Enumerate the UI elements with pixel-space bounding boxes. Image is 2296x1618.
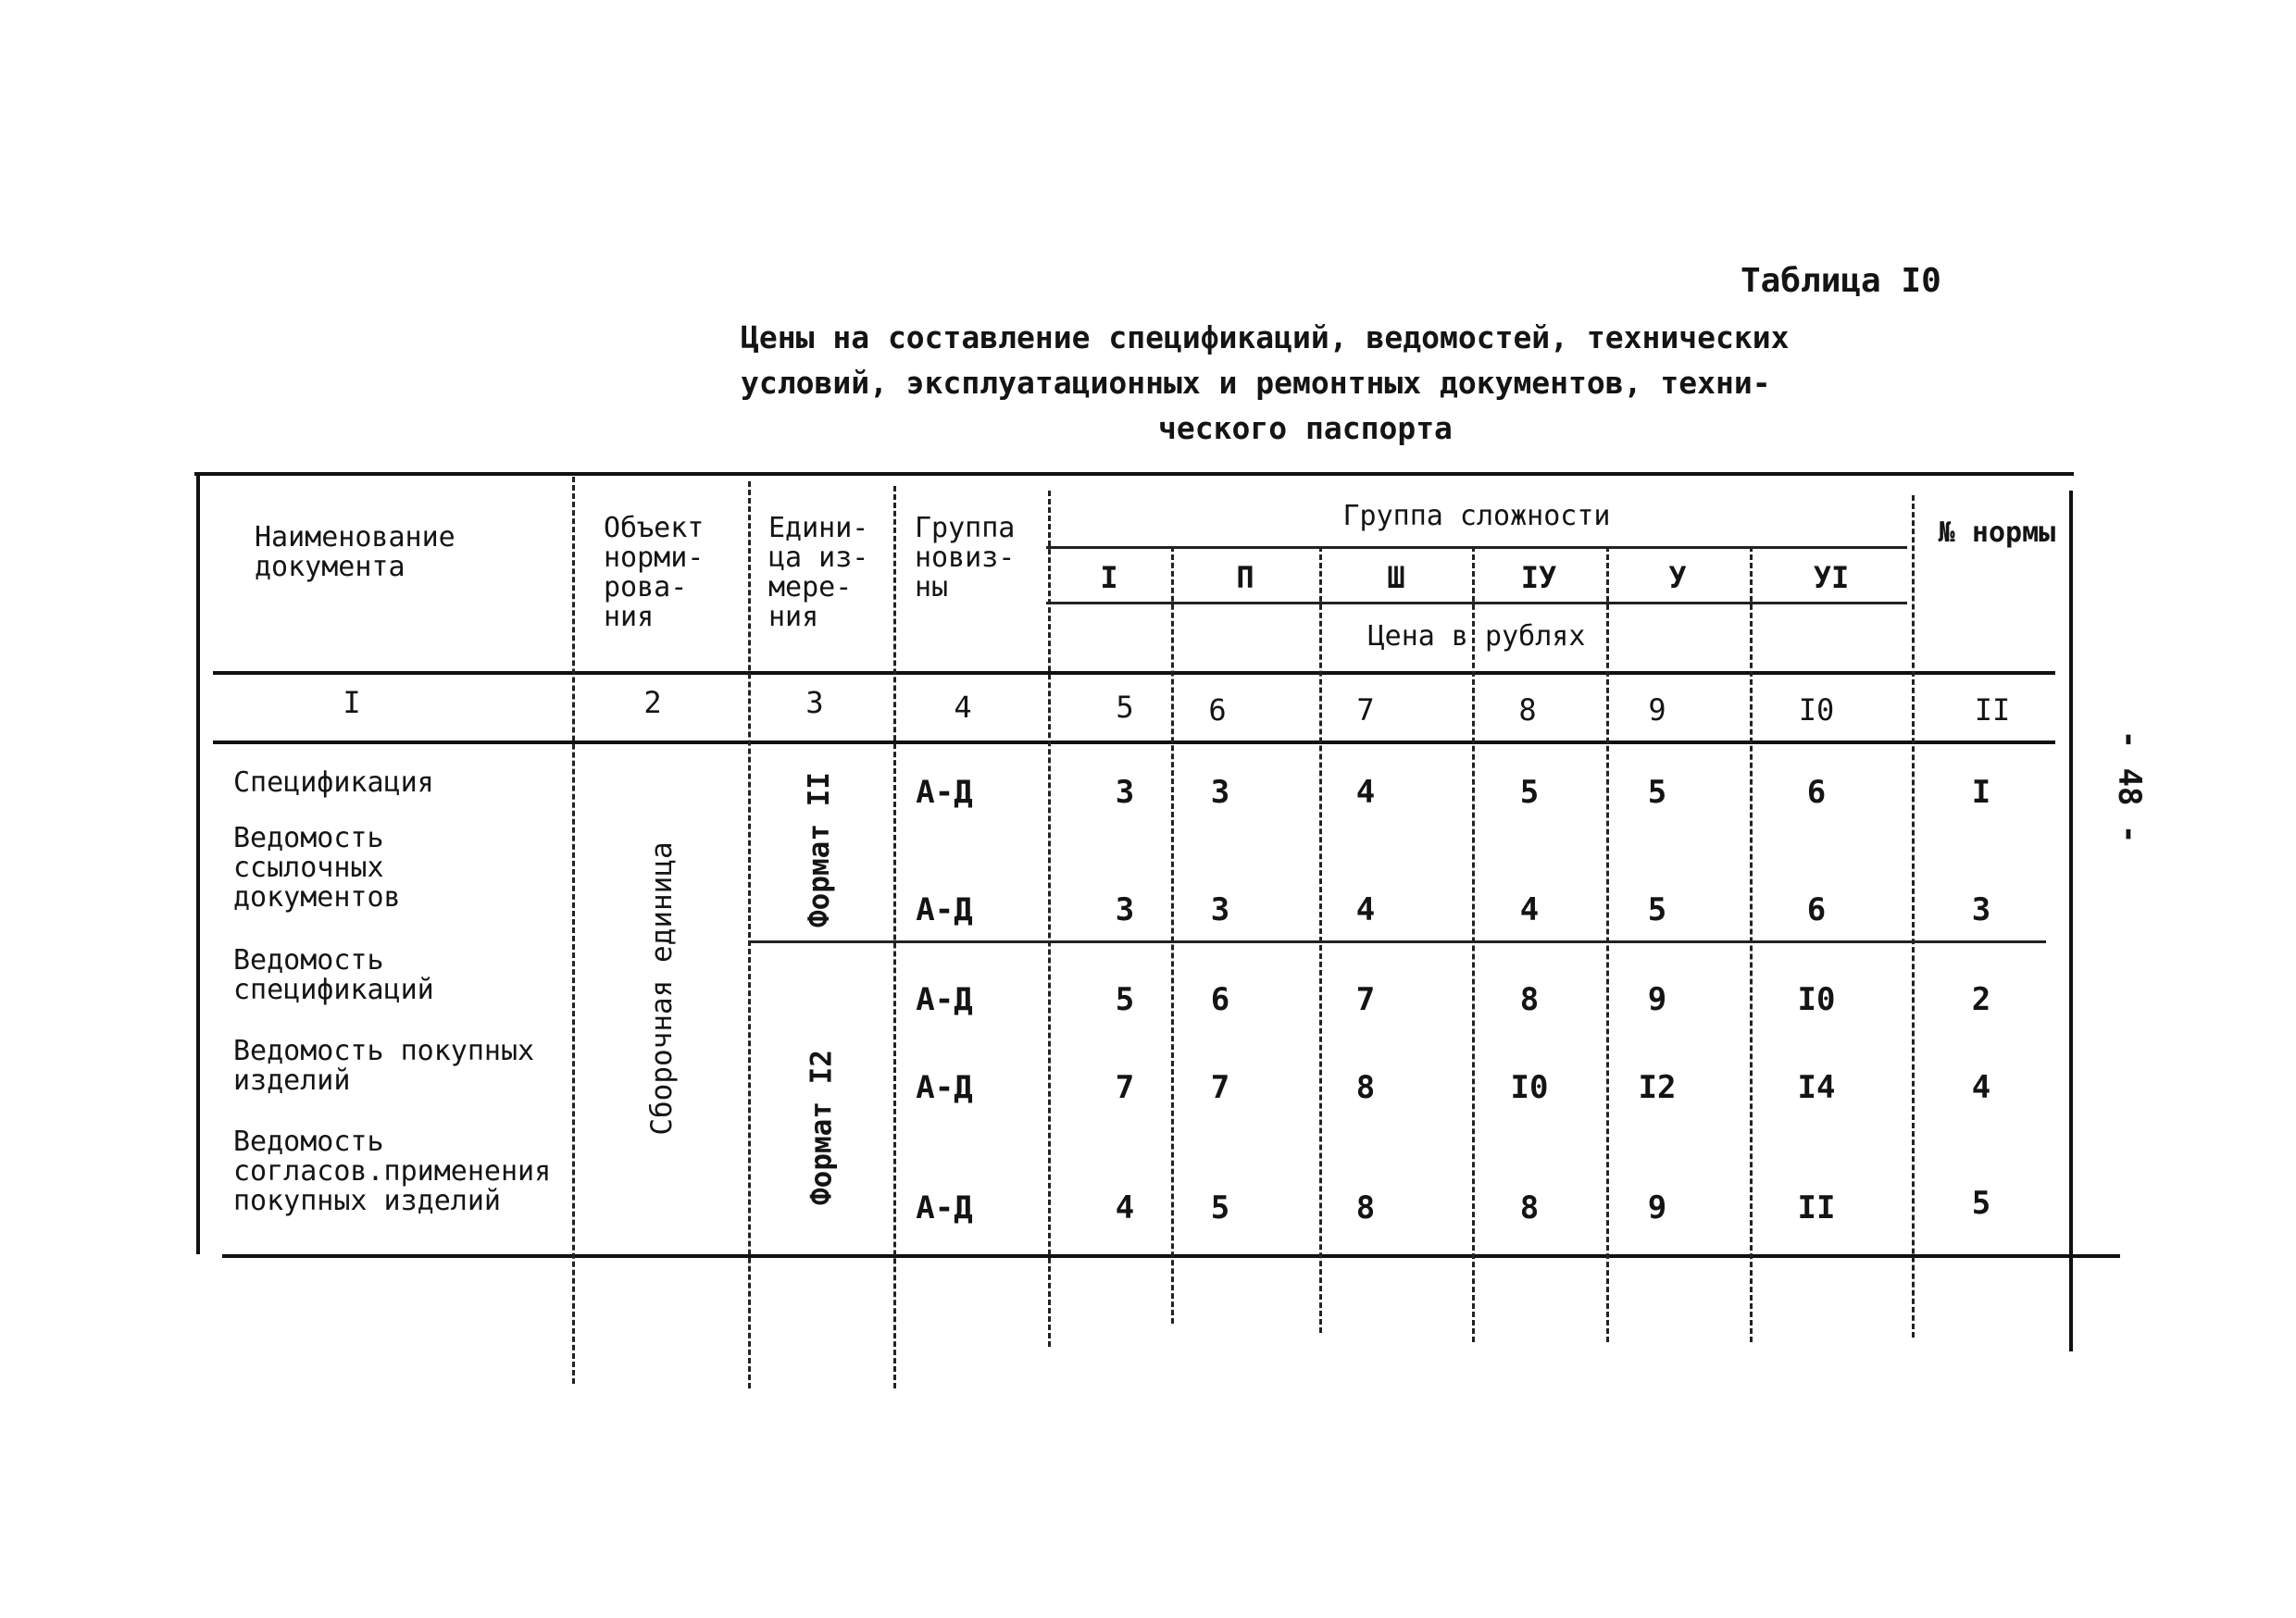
row-1-price-2: 3 bbox=[1210, 774, 1230, 811]
row-4-norm: 4 bbox=[1971, 1069, 1991, 1106]
left-border bbox=[196, 472, 200, 1254]
table-title bbox=[741, 315, 1870, 451]
row-2-norm: 3 bbox=[1971, 891, 1991, 928]
col-divider-4 bbox=[1048, 491, 1051, 1347]
title-line-1: Цены на составление спецификаций, ведомостей, технических bbox=[741, 319, 1790, 355]
row-5-norm: 5 bbox=[1971, 1185, 1991, 1222]
row-name-2: Ведомость ссылочных документов bbox=[233, 822, 401, 914]
col-divider-9 bbox=[1750, 546, 1753, 1342]
row-2-price-2: 3 bbox=[1210, 891, 1230, 928]
row-4-price-2: 7 bbox=[1210, 1069, 1230, 1106]
row-2-price-1: 3 bbox=[1115, 891, 1135, 928]
row-5-price-6: II bbox=[1797, 1189, 1836, 1226]
row-3-norm: 2 bbox=[1971, 981, 1991, 1018]
object-value: Сборочная единица bbox=[645, 841, 679, 1136]
header-price: Цена в рублях bbox=[1367, 620, 1586, 653]
row-1-novelty: А-Д bbox=[916, 774, 973, 811]
row-5-price-4: 8 bbox=[1519, 1189, 1540, 1226]
group-5: У bbox=[1668, 560, 1687, 595]
colnum-5: 5 bbox=[1116, 690, 1134, 725]
row-4-price-3: 8 bbox=[1355, 1069, 1376, 1106]
header-name: Наименование документа bbox=[255, 521, 455, 583]
col-divider-10 bbox=[1912, 495, 1915, 1338]
row-5-price-5: 9 bbox=[1647, 1189, 1667, 1226]
price-divider bbox=[1046, 602, 1907, 604]
right-border bbox=[2069, 491, 2073, 1351]
header-unit: Едини- ца из- мере- ния bbox=[768, 512, 869, 633]
group-1: I bbox=[1100, 560, 1118, 595]
row-1-price-5: 5 bbox=[1647, 774, 1667, 811]
unit-value-format-11: Формат II bbox=[803, 772, 836, 927]
row-4-price-4: I0 bbox=[1510, 1069, 1549, 1106]
row-2-price-5: 5 bbox=[1647, 891, 1667, 928]
row-1-price-4: 5 bbox=[1519, 774, 1540, 811]
row-name-5: Ведомость согласов.применения покупных изделий bbox=[233, 1126, 552, 1217]
row-3-price-1: 5 bbox=[1115, 981, 1135, 1018]
colnum-2: 2 bbox=[643, 685, 662, 720]
group-6: УI bbox=[1813, 560, 1850, 595]
col-divider-5 bbox=[1171, 546, 1174, 1324]
colnum-11: II bbox=[1974, 692, 2011, 728]
row-name-4: Ведомость покупных изделий bbox=[233, 1035, 535, 1097]
colnum-4: 4 bbox=[954, 690, 972, 725]
row-2-novelty: А-Д bbox=[916, 891, 973, 928]
row-1-price-6: 6 bbox=[1806, 774, 1827, 811]
header-bottom-border bbox=[213, 671, 2055, 675]
row-2-price-3: 4 bbox=[1355, 891, 1376, 928]
header-object: Объект норми- рова- ния bbox=[604, 512, 705, 633]
row-1-price-1: 3 bbox=[1115, 774, 1135, 811]
row-3-price-2: 6 bbox=[1210, 981, 1230, 1018]
row-3-price-3: 7 bbox=[1355, 981, 1376, 1018]
row-4-price-6: I4 bbox=[1797, 1069, 1836, 1106]
header-norm: № нормы bbox=[1938, 517, 2056, 549]
table-label: Таблица I0 bbox=[1741, 262, 1941, 300]
title-line-3: ческого паспорта bbox=[1158, 410, 1453, 446]
row-3-novelty: А-Д bbox=[916, 981, 973, 1018]
colnum-6: 6 bbox=[1208, 692, 1227, 728]
row-5-novelty: А-Д bbox=[916, 1189, 973, 1226]
header-novelty: Группа новиз- ны bbox=[915, 512, 1016, 604]
table-top-border bbox=[194, 472, 2074, 476]
row-1-price-3: 4 bbox=[1355, 774, 1376, 811]
row-1-norm: I bbox=[1971, 774, 1991, 811]
title-line-2: условий, эксплуатационных и ремонтных документов, техни- bbox=[741, 365, 1771, 401]
row-5-price-2: 5 bbox=[1210, 1189, 1230, 1226]
colnum-8: 8 bbox=[1518, 692, 1537, 728]
col-divider-8 bbox=[1606, 546, 1609, 1342]
row-4-price-5: I2 bbox=[1638, 1069, 1677, 1106]
row-5-price-1: 4 bbox=[1115, 1189, 1135, 1226]
col-divider-1 bbox=[572, 477, 575, 1384]
row-3-price-4: 8 bbox=[1519, 981, 1540, 1018]
header-complexity: Группа сложности bbox=[1342, 500, 1611, 532]
complexity-divider bbox=[1046, 546, 1907, 549]
colnum-1: I bbox=[343, 685, 361, 720]
row-3-price-5: 9 bbox=[1647, 981, 1667, 1018]
row-3-price-6: I0 bbox=[1797, 981, 1836, 1018]
group-3: Ш bbox=[1387, 560, 1405, 595]
row-4-novelty: А-Д bbox=[916, 1069, 973, 1106]
unit-value-format-12: Формат I2 bbox=[805, 1050, 839, 1205]
row-5-price-3: 8 bbox=[1355, 1189, 1376, 1226]
col-divider-3 bbox=[893, 486, 896, 1388]
group-4: IУ bbox=[1520, 560, 1557, 595]
colnum-7: 7 bbox=[1356, 692, 1375, 728]
colnum-bottom-border bbox=[213, 741, 2055, 744]
col-divider-2 bbox=[748, 481, 751, 1388]
group-2: П bbox=[1236, 560, 1254, 595]
page-number: - 48 - bbox=[2111, 729, 2148, 844]
col-divider-7 bbox=[1472, 546, 1475, 1342]
colnum-3: 3 bbox=[805, 685, 824, 720]
colnum-10: I0 bbox=[1798, 692, 1835, 728]
row-4-price-1: 7 bbox=[1115, 1069, 1135, 1106]
row-2-price-4: 4 bbox=[1519, 891, 1540, 928]
row-2-price-6: 6 bbox=[1806, 891, 1827, 928]
row-name-1: Спецификация bbox=[233, 766, 434, 799]
row-name-3: Ведомость спецификаций bbox=[233, 944, 434, 1006]
col-divider-6 bbox=[1319, 546, 1322, 1333]
colnum-9: 9 bbox=[1648, 692, 1666, 728]
format-divider bbox=[750, 940, 2046, 943]
